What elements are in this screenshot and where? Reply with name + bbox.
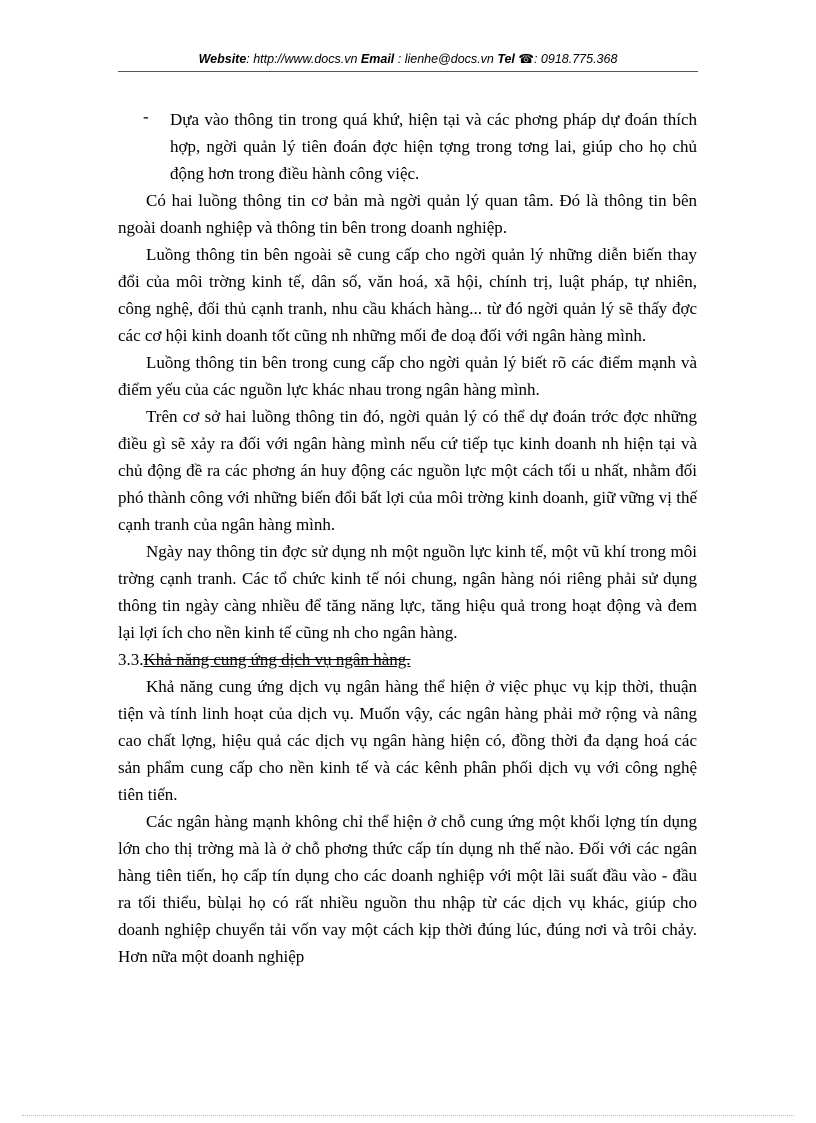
section-number: 3.3.	[118, 650, 144, 669]
header-divider	[118, 71, 698, 72]
footer-divider	[22, 1115, 794, 1116]
paragraph-service-capacity: Khả năng cung ứng dịch vụ ngân hàng thể hiện ở việc phục vụ kịp thời, thuận tiện và tính linh hoạt của dịch vụ. Muốn vậy, các ngân hàng phải mở rộng và nâng cao chất lợng, hiệu quả các dịch vụ ngân hàng hiện có, đồng thời đa dạng hoá các sản phẩm cung cấp cho nền kinh tế và các kênh phân phối dịch vụ với công nghệ tiên tiến.	[118, 677, 697, 804]
paragraph-forecast: Trên cơ sở hai luồng thông tin đó, ngời quản lý có thể dự đoán trớc đợc những điều gì sẽ xảy ra đối với ngân hàng mình nếu cứ tiếp tục kinh doanh nh hiện tại và chủ động đề ra các phơng án huy động các nguồn lực một cách tối u nhất, nhằm đối phó thành công với những biến đổi bất lợi của môi trờng kinh doanh, giữ vững vị thế cạnh tranh của ngân hàng mình.	[118, 407, 697, 534]
tel-value: : 0918.775.368	[533, 52, 618, 66]
paragraph-internal-info: Luồng thông tin bên trong cung cấp cho ngời quản lý biết rõ các điểm mạnh và điểm yếu của các nguồn lực khác nhau trong ngân hàng mình.	[118, 353, 697, 399]
section-heading	[118, 646, 697, 673]
email-value: : lienhe@docs.vn	[394, 52, 498, 66]
section-title: Khả năng cung ứng dịch vụ ngân hàng.	[143, 650, 411, 669]
paragraph-strong-banks: Các ngân hàng mạnh không chỉ thể hiện ở chỗ cung ứng một khối lợng tín dụng lớn cho thị trờng mà là ở chỗ phơng thức cấp tín dụng nh thế nào. Đối với các ngân hàng tiên tiến, họ cấp tín dụng cho các doanh nghiệp với một lãi suất đầu vào - đầu ra tối thiểu, bùlại họ có rất nhiều nguồn thu nhập từ các dịch vụ khác, giúp cho doanh nghiệp chuyển tải vốn vay một cách kịp thời đúng lúc, đúng nơi và trôi chảy. Hơn nữa một doanh nghiệp	[118, 812, 697, 966]
phone-icon: ☎	[518, 52, 534, 66]
document-body	[118, 106, 697, 970]
paragraph-external-info: Luồng thông tin bên ngoài sẽ cung cấp cho ngời quản lý những diễn biến thay đổi của môi trờng kinh tế, dân số, văn hoá, xã hội, chính trị, luật pháp, tự nhiên, công nghệ, đối thủ cạnh tranh, nhu cầu khách hàng... từ đó ngời quản lý sẽ thấy đợc các cơ hội kinh doanh tốt cũng nh những mối đe doạ đối với ngân hàng mình.	[118, 245, 697, 345]
bullet-text: Dựa vào thông tin trong quá khứ, hiện tại và các phơng pháp dự đoán thích hợp, ngời quản lý tiên đoán đợc hiện tợng trong tơng lai, giúp cho họ chủ động hơn trong điều hành công việc.	[170, 110, 697, 183]
paragraph-info-resource: Ngày nay thông tin đợc sử dụng nh một nguồn lực kinh tế, một vũ khí trong môi trờng cạnh tranh. Các tổ chức kinh tế nói chung, ngân hàng nói riêng phải sử dụng thông tin ngày càng nhiều để tăng năng lực, tăng hiệu quả trong hoạt động và đem lại lợi ích cho nền kinh tế cũng nh cho ngân hàng.	[118, 542, 697, 642]
page-header	[118, 50, 698, 68]
email-label: Email	[360, 52, 395, 66]
bullet-item	[118, 106, 697, 187]
website-value: : http://www.docs.vn	[246, 52, 361, 66]
tel-label: Tel	[497, 52, 515, 66]
website-label: Website	[198, 52, 247, 66]
paragraph-info-flows: Có hai luồng thông tin cơ bản mà ngời quản lý quan tâm. Đó là thông tin bên ngoài doanh nghiệp và thông tin bên trong doanh nghiệp.	[118, 191, 697, 237]
bullet-marker: -	[143, 107, 149, 126]
